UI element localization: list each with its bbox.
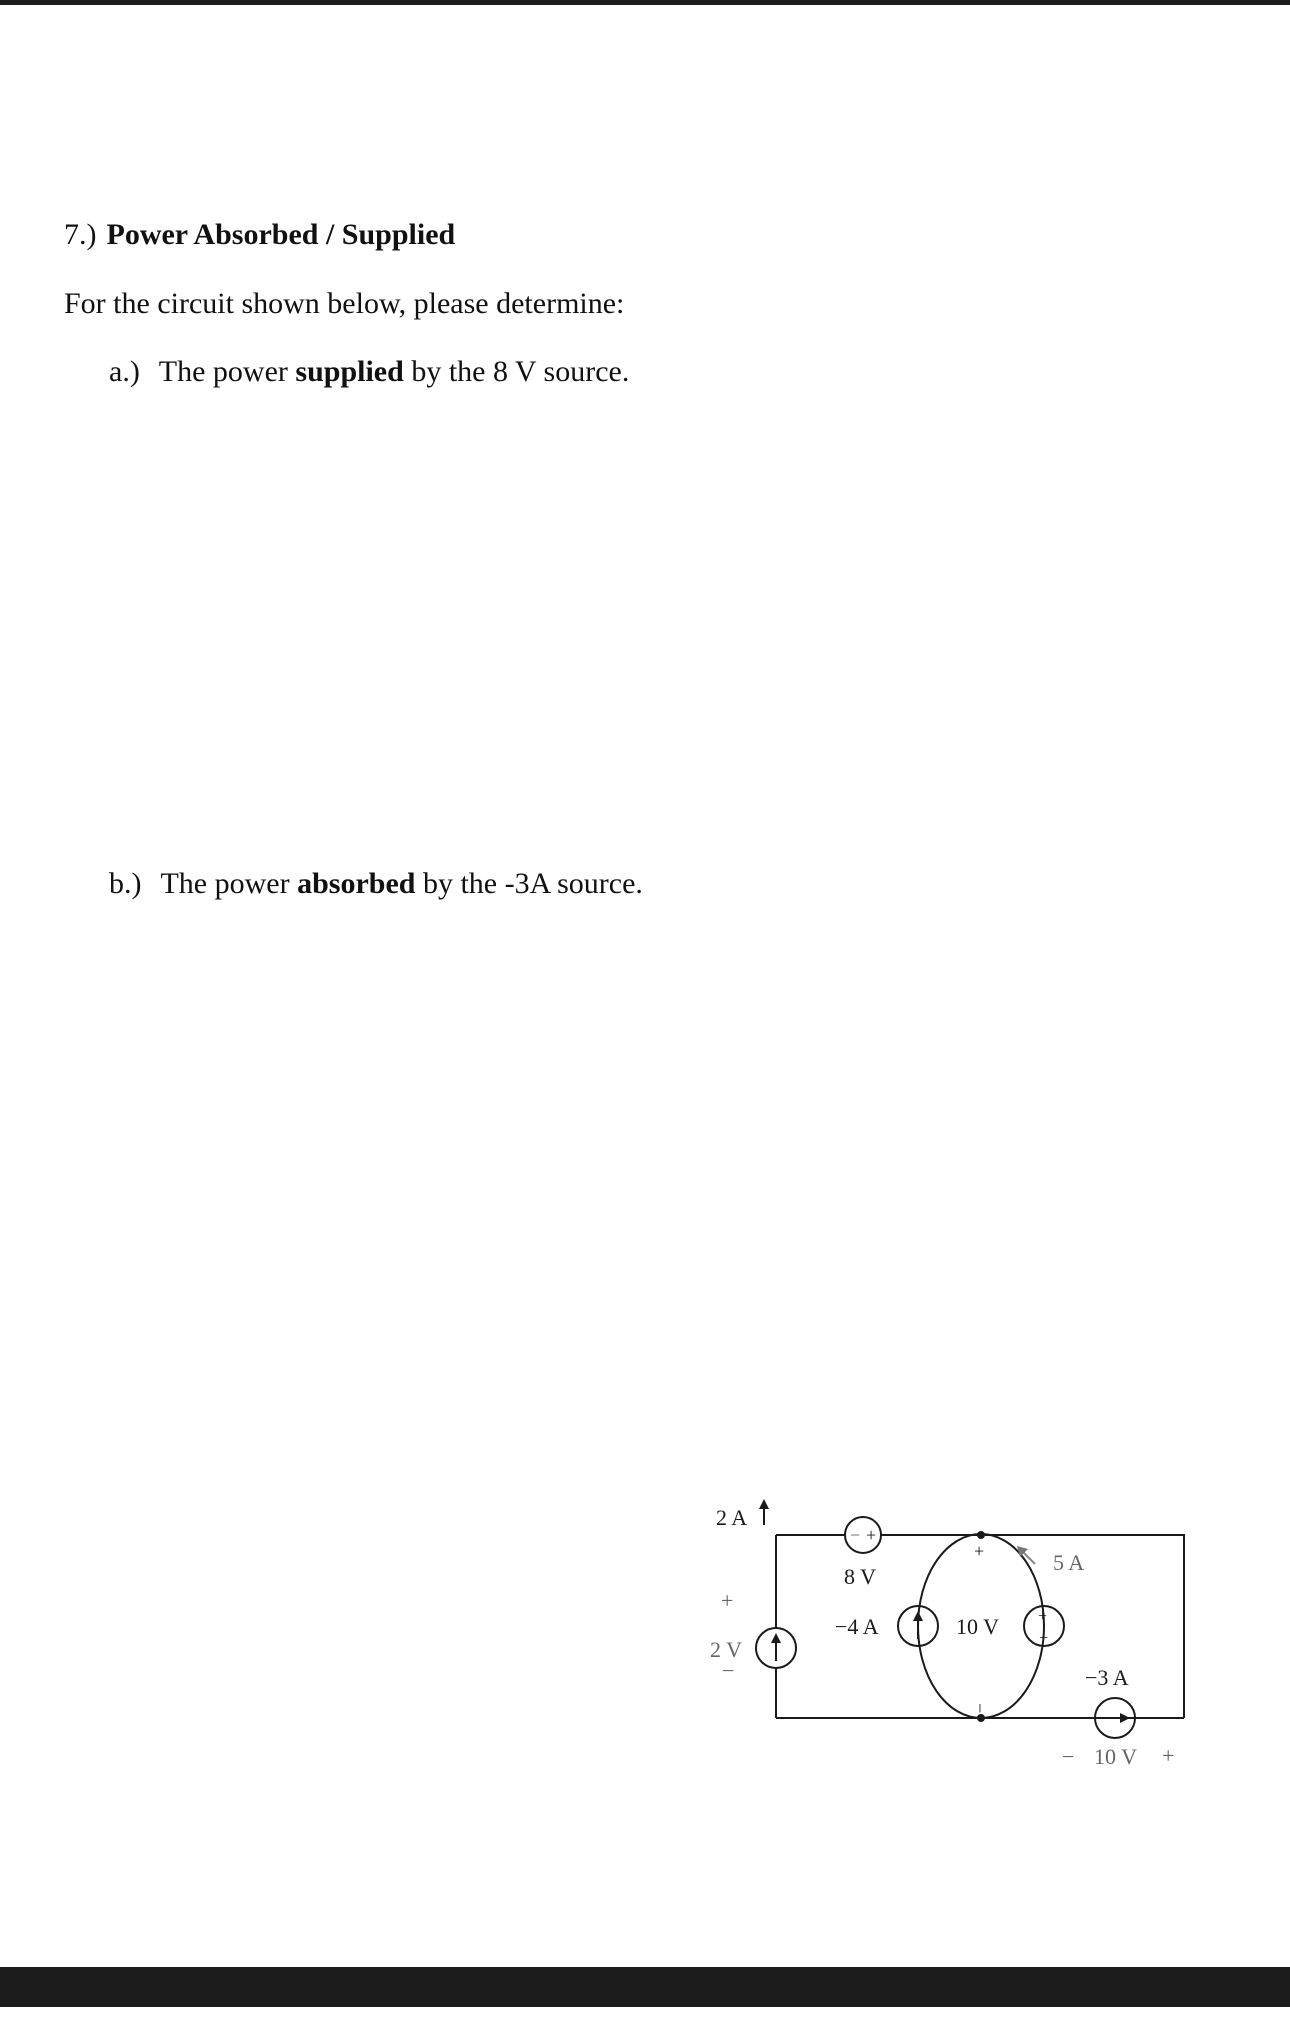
part-a-text-post: by the 8 V source. — [411, 355, 630, 388]
label-2a: 2 A — [716, 1505, 748, 1530]
part-b-keyword: absorbed — [297, 867, 416, 900]
part-b — [109, 867, 643, 901]
part-b-label: b.) — [109, 867, 142, 900]
left-source-arrowhead — [771, 1633, 781, 1643]
label-2v: 2 V — [710, 1637, 742, 1662]
top-border-bar — [0, 0, 1290, 5]
label-10v-center: 10 V — [956, 1614, 999, 1639]
part-a-keyword: supplied — [295, 355, 404, 388]
label-neg4a: −4 A — [835, 1614, 879, 1639]
problem-heading — [64, 218, 455, 252]
problem-title: Power Absorbed / Supplied — [106, 218, 456, 251]
part-a-label: a.) — [109, 355, 140, 388]
label-left-minus: − — [722, 1658, 735, 1683]
label-top-plus: + — [866, 1525, 877, 1545]
circuit-diagram — [700, 1495, 1200, 1795]
label-8v: 8 V — [844, 1564, 876, 1589]
label-neg3a: −3 A — [1085, 1665, 1129, 1690]
part-b-text-pre: The power — [160, 867, 290, 900]
middle-source-arrowhead — [913, 1611, 923, 1621]
label-center-minus: − — [970, 1703, 990, 1714]
label-10v-bottom: 10 V — [1094, 1744, 1137, 1769]
junction-top — [977, 1531, 985, 1539]
bottom-source-arrowhead — [1120, 1713, 1130, 1723]
label-5a: 5 A — [1053, 1550, 1085, 1575]
label-bottom-plus: + — [1162, 1743, 1175, 1768]
bottom-border-bar — [0, 1967, 1290, 2007]
part-a-text-pre: The power — [158, 355, 288, 388]
label-bottom-minus: − — [1062, 1744, 1075, 1769]
label-center-plus: + — [974, 1541, 985, 1561]
part-b-text-post: by the -3A source. — [422, 867, 643, 900]
label-left-plus: + — [721, 1588, 734, 1613]
junction-bottom — [977, 1714, 985, 1722]
label-top-minus: − — [850, 1525, 861, 1545]
current-arrowhead-2a — [759, 1499, 769, 1509]
label-right-minus: − — [1039, 1630, 1049, 1647]
problem-intro: For the circuit shown below, please determine: — [64, 287, 625, 320]
part-a — [109, 355, 629, 389]
label-right-plus: + — [1038, 1608, 1048, 1625]
problem-number: 7.) — [64, 218, 97, 251]
